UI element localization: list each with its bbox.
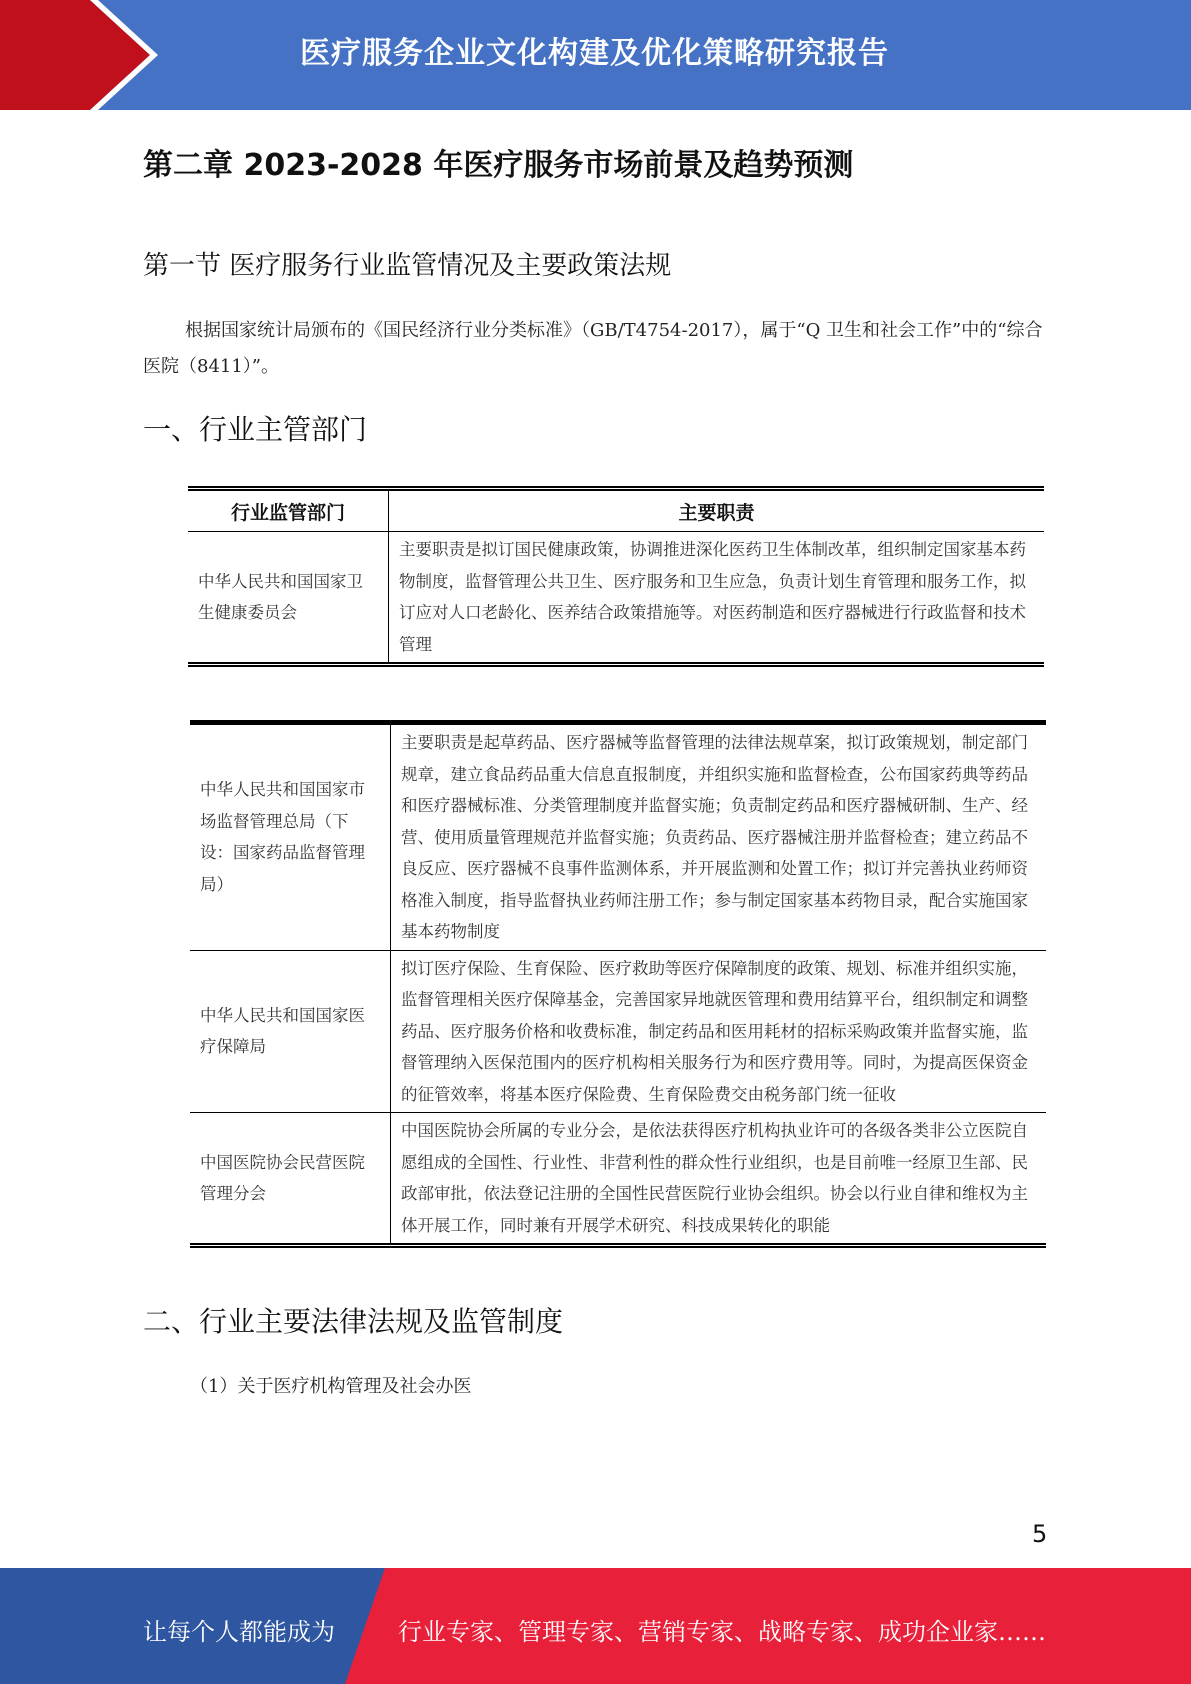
- column-header-duty: 主要职责: [389, 489, 1045, 532]
- report-title: 医疗服务企业文化构建及优化策略研究报告: [300, 36, 889, 71]
- dept-cell: 中华人民共和国国家卫生健康委员会: [188, 532, 389, 665]
- dept-cell: 中华人民共和国国家医疗保障局: [190, 950, 391, 1113]
- table-row: [190, 1113, 1046, 1246]
- column-header-dept: 行业监管部门: [188, 489, 389, 532]
- chapter-title: 第二章 2023-2028 年医疗服务市场前景及趋势预测: [143, 148, 854, 183]
- table-row: [188, 532, 1044, 665]
- table-row: [190, 950, 1046, 1113]
- footer-slogan-left: 让每个人都能成为: [143, 1618, 335, 1646]
- duty-cell: 拟订医疗保险、生育保险、医疗救助等医疗保障制度的政策、规划、标准并组织实施，监督管理相关医疗保障基金，完善国家异地就医管理和费用结算平台，组织制定和调整药品、医疗服务价格和收费标准，制定药品和医用耗材的招标采购政策并监督实施，监督管理纳入医保范围内的医疗机构相关服务行为和医疗费用等。同时，为提高医保资金的征管效率，将基本医疗保险费、生育保险费交由税务部门统一征收: [391, 950, 1047, 1113]
- dept-cell: 中华人民共和国国家市场监督管理总局（下设：国家药品监督管理局）: [190, 723, 391, 951]
- regulator-table-part-2: [190, 720, 1046, 1248]
- table-header-row: [188, 489, 1044, 532]
- duty-cell: 主要职责是拟订国民健康政策，协调推进深化医药卫生体制改革，组织制定国家基本药物制度，监督管理公共卫生、医疗服务和卫生应急，负责计划生育管理和服务工作，拟订应对人口老龄化、医养结合政策措施等。对医药制造和医疗器械进行行政监督和技术管理: [389, 532, 1045, 665]
- duty-cell: 主要职责是起草药品、医疗器械等监督管理的法律法规草案，拟订政策规划，制定部门规章，建立食品药品重大信息直报制度，并组织实施和监督检查，公布国家药典等药品和医疗器械标准、分类管理制度并监督实施；负责制定药品和医疗器械研制、生产、经营、使用质量管理规范并监督实施；负责药品、医疗器械注册并监督检查；建立药品不良反应、医疗器械不良事件监测体系，并开展监测和处置工作；拟订并完善执业药师资格准入制度，指导监督执业药师注册工作；参与制定国家基本药物目录，配合实施国家基本药物制度: [401, 733, 1028, 941]
- regulator-table-part-1: [188, 486, 1044, 667]
- section-title: 第一节 医疗服务行业监管情况及主要政策法规: [143, 251, 672, 281]
- duty-cell: 中国医院协会所属的专业分会，是依法获得医疗机构执业许可的各级各类非公立医院自愿组成的全国性、行业性、非营利性的群众性行业组织，也是目前唯一经原卫生部、民政部审批，依法登记注册的全国性民营医院行业协会组织。协会以行业自律和维权为主体开展工作，同时兼有开展学术研究、科技成果转化的职能: [391, 1113, 1047, 1246]
- dept-cell: 中国医院协会民营医院管理分会: [190, 1113, 391, 1246]
- table-row: [190, 723, 1046, 951]
- sub-item-one: （1）关于医疗机构管理及社会办医: [190, 1376, 472, 1397]
- heading-industry-authorities: 一、行业主管部门: [143, 413, 368, 446]
- footer-slogan-right: 行业专家、管理专家、营销专家、战略专家、成功企业家……: [398, 1618, 1046, 1646]
- heading-laws-regulations: 二、行业主要法律法规及监管制度: [143, 1305, 564, 1338]
- page-footer: [0, 1568, 1191, 1684]
- intro-paragraph: 根据国家统计局颁布的《国民经济行业分类标准》（GB/T4754-2017），属于“Q 卫生和社会工作”中的“综合医院（8411）”。: [143, 320, 1043, 377]
- page-header: [0, 0, 1191, 110]
- page-number: 5: [1032, 1520, 1048, 1548]
